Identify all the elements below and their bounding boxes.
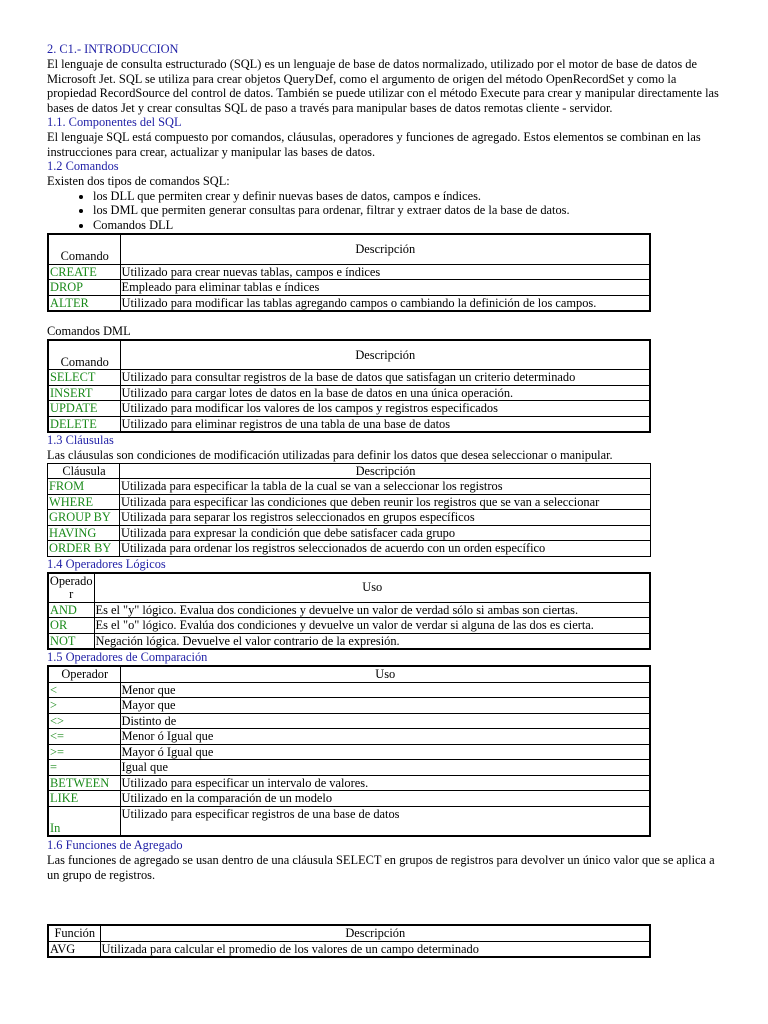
table-row [48,698,650,714]
aggregate-table [47,924,651,958]
table-cell: Es el "o" lógico. Evalúa dos condiciones y devuelve un valor de verdar si alguna de las dos es cierta. [94,618,650,634]
commands-heading: 1.2 Comandos [47,159,119,173]
table-cell: = [48,760,120,776]
table-row [48,744,650,760]
clauses-paragraph: Las cláusulas son condiciones de modificación utilizadas para definir los datos que desea seleccionar o manipular. [47,448,613,462]
table-cell: INSERT [48,385,120,401]
table-cell: AND [48,602,94,618]
table-row [48,941,650,957]
dll-table [47,233,651,312]
table-row [48,525,651,541]
table-cell: Negación lógica. Devuelve el valor contrario de la expresión. [94,633,650,649]
column-header: Descripción [120,234,650,264]
table-cell: Empleado para eliminar tablas e índices [120,280,650,296]
table-row [48,541,651,557]
table-row [48,401,650,417]
column-header: Uso [94,573,650,603]
table-cell: GROUP BY [48,510,120,526]
table-row [48,618,650,634]
table-cell: UPDATE [48,401,120,417]
column-header: Cláusula [48,463,120,479]
table-cell: <= [48,729,120,745]
dml-table [47,339,651,434]
dml-label: Comandos DML [47,324,131,338]
table-cell: AVG [48,941,100,957]
table-cell: Utilizada para separar los registros seleccionados en grupos específicos [120,510,651,526]
table-row [48,479,651,495]
document-page [47,42,722,958]
table-row [48,713,650,729]
column-header: Uso [120,666,650,682]
table-cell: ORDER BY [48,541,120,557]
intro-paragraph: El lenguaje de consulta estructurado (SQL) es un lenguaje de base de datos normalizado, utilizado por el motor de base de datos de Microsoft Jet. SQL se utiliza para crear objetos QueryDef, como el argumento de origen del método OpenRecordSet y como la propiedad RecordSource del control de datos. También se puede utilizar con el método Execute para crear y manipular directamente las bases de datos Jet y crear consultas SQL de paso a través para manipular bases de datos remotas cliente - servidor. [47,57,719,115]
table-cell: Utilizado en la comparación de un modelo [120,791,650,807]
table-cell: HAVING [48,525,120,541]
clauses-table [47,463,651,557]
table-row [48,264,650,280]
column-header: Comando [48,234,120,264]
table-cell: DROP [48,280,120,296]
column-header: Función [48,925,100,941]
table-cell: Utilizado para especificar un intervalo de valores. [120,775,650,791]
commands-list [47,189,722,233]
column-header: Operador [48,666,120,682]
table-row [48,791,650,807]
table-row [48,760,650,776]
column-header: Descripción [120,463,651,479]
table-cell: Utilizado para eliminar registros de una tabla de una base de datos [120,416,650,432]
table-cell: OR [48,618,94,634]
logical-heading: 1.4 Operadores Lógicos [47,556,166,571]
table-cell: Utilizada para especificar la tabla de la cual se van a seleccionar los registros [120,479,651,495]
table-row [48,295,650,311]
table-cell: NOT [48,633,94,649]
components-heading: 1.1. Componentes del SQL [47,115,182,129]
components-paragraph: El lenguaje SQL está compuesto por comandos, cláusulas, operadores y funciones de agregado. Estos elementos se combinan en las instrucciones para crear, actualizar y manipular las bases de datos. [47,130,701,159]
column-header [48,573,94,603]
column-header: Comando [48,340,120,370]
table-cell: DELETE [48,416,120,432]
clauses-heading: 1.3 Cláusulas [47,433,114,447]
table-cell: Igual que [120,760,650,776]
table-cell: Distinto de [120,713,650,729]
table-cell: Utilizada para expresar la condición que debe satisfacer cada grupo [120,525,651,541]
table-row [48,682,650,698]
header-text: r [69,586,74,601]
table-cell: Utilizado para cargar lotes de datos en la base de datos en una única operación. [120,385,650,401]
list-item: • Comandos DLL [93,218,722,233]
table-row [48,602,650,618]
table-cell: Es el "y" lógico. Evalua dos condiciones y devuelve un valor de verdad sólo si ambas son ciertas. [94,602,650,618]
header-text: Operado [49,573,93,588]
table-row [48,806,650,836]
table-row [48,510,651,526]
table-cell: Menor ó Igual que [120,729,650,745]
table-cell: Menor que [120,682,650,698]
table-cell: Utilizado para crear nuevas tablas, campos e índices [120,264,650,280]
table-row [48,775,650,791]
table-row [48,633,650,649]
table-row [48,370,650,386]
comparison-heading: 1.5 Operadores de Comparación [47,650,208,664]
table-cell: Utilizado para especificar registros de una base de datos [120,806,650,836]
aggregate-heading: 1.6 Funciones de Agregado [47,838,183,852]
comparison-table [47,665,651,837]
table-cell: FROM [48,479,120,495]
table-cell: > [48,698,120,714]
table-cell: BETWEEN [48,775,120,791]
table-cell: <> [48,713,120,729]
table-cell: LIKE [48,791,120,807]
intro-heading: 2. C1.- INTRODUCCION [47,42,179,56]
table-row [48,494,651,510]
table-cell: Utilizado para consultar registros de la base de datos que satisfagan un criterio determinado [120,370,650,386]
table-cell: Mayor ó Igual que [120,744,650,760]
commands-paragraph: Existen dos tipos de comandos SQL: [47,174,230,188]
aggregate-paragraph: Las funciones de agregado se usan dentro de una cláusula SELECT en grupos de registros para devolver un único valor que se aplica a un grupo de registros. [47,853,715,882]
column-header: Descripción [100,925,650,941]
table-cell: CREATE [48,264,120,280]
table-cell: ALTER [48,295,120,311]
table-cell: Utilizado para modificar las tablas agregando campos o cambiando la definición de los campos. [120,295,650,311]
table-row [48,385,650,401]
table-cell: SELECT [48,370,120,386]
table-row [48,729,650,745]
table-cell: Utilizada para ordenar los registros seleccionados de acuerdo con un orden específico [120,541,651,557]
table-cell: Utilizada para calcular el promedio de los valores de un campo determinado [100,941,650,957]
table-cell: < [48,682,120,698]
table-cell: Mayor que [120,698,650,714]
table-cell: In [48,806,120,836]
list-item: • los DML que permiten generar consultas para ordenar, filtrar y extraer datos de la base de datos. [93,203,722,218]
table-row [48,416,650,432]
table-cell: >= [48,744,120,760]
table-cell: Utilizado para modificar los valores de los campos y registros especificados [120,401,650,417]
table-cell: WHERE [48,494,120,510]
table-cell: Utilizada para especificar las condiciones que deben reunir los registros que se van a seleccionar [120,494,651,510]
table-row [48,280,650,296]
list-item: • los DLL que permiten crear y definir nuevas bases de datos, campos e índices. [93,189,722,204]
logical-table [47,572,651,651]
column-header: Descripción [120,340,650,370]
